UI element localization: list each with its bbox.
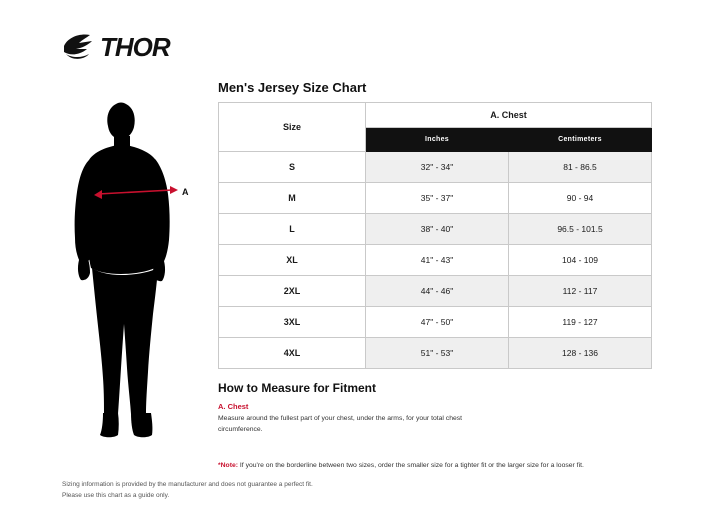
row-size: S bbox=[219, 152, 366, 183]
row-size: L bbox=[219, 214, 366, 245]
howto-body: Measure around the fullest part of your chest, under the arms, for your total chest circumference. bbox=[218, 415, 463, 434]
brand-name: THOR bbox=[100, 32, 170, 62]
row-size: 3XL bbox=[219, 307, 366, 338]
footer-line-2: Please use this chart as a guide only. bbox=[62, 492, 170, 500]
row-inches: 32" - 34" bbox=[366, 152, 509, 183]
size-chart-table bbox=[218, 102, 652, 369]
row-centimeters: 128 - 136 bbox=[509, 338, 652, 369]
footer-line-1: Sizing information is provided by the manufacturer and does not guarantee a perfect fit. bbox=[62, 481, 313, 488]
header-inches: Inches bbox=[366, 128, 509, 152]
male-body-silhouette-icon bbox=[58, 100, 198, 445]
note-label: *Note: bbox=[218, 462, 239, 469]
table-header-row bbox=[219, 103, 652, 128]
row-centimeters: 96.5 - 101.5 bbox=[509, 214, 652, 245]
header-centimeters: Centimeters bbox=[509, 128, 652, 152]
footer-disclaimer bbox=[62, 479, 362, 501]
row-size: 4XL bbox=[219, 338, 366, 369]
row-centimeters: 119 - 127 bbox=[509, 307, 652, 338]
row-inches: 44" - 46" bbox=[366, 276, 509, 307]
row-centimeters: 90 - 94 bbox=[509, 183, 652, 214]
row-centimeters: 81 - 86.5 bbox=[509, 152, 652, 183]
row-inches: 51" - 53" bbox=[366, 338, 509, 369]
table-row bbox=[219, 307, 652, 338]
row-inches: 41" - 43" bbox=[366, 245, 509, 276]
table-row bbox=[219, 214, 652, 245]
header-size: Size bbox=[219, 103, 366, 152]
row-centimeters: 104 - 109 bbox=[509, 245, 652, 276]
brand-logo bbox=[62, 32, 170, 62]
howto-subtitle: A. Chest bbox=[218, 402, 249, 411]
table-row bbox=[219, 276, 652, 307]
table-row bbox=[219, 183, 652, 214]
header-chest-group: A. Chest bbox=[366, 103, 652, 128]
table-row bbox=[219, 245, 652, 276]
measure-point-label: A bbox=[182, 187, 189, 197]
page-title: Men's Jersey Size Chart bbox=[218, 80, 367, 95]
row-size: XL bbox=[219, 245, 366, 276]
thor-helmet-icon bbox=[62, 32, 96, 62]
howto-title: How to Measure for Fitment bbox=[218, 381, 377, 395]
chest-measure-arrow-icon bbox=[94, 186, 178, 200]
table-row bbox=[219, 338, 652, 369]
row-inches: 35" - 37" bbox=[366, 183, 509, 214]
row-size: 2XL bbox=[219, 276, 366, 307]
note-body: If you're on the borderline between two sizes, order the smaller size for a tighter fit or the larger size for a looser fit. bbox=[239, 462, 584, 469]
table-row bbox=[219, 152, 652, 183]
row-centimeters: 112 - 117 bbox=[509, 276, 652, 307]
row-inches: 38" - 40" bbox=[366, 214, 509, 245]
note-text bbox=[218, 461, 638, 471]
row-inches: 47" - 50" bbox=[366, 307, 509, 338]
row-size: M bbox=[219, 183, 366, 214]
